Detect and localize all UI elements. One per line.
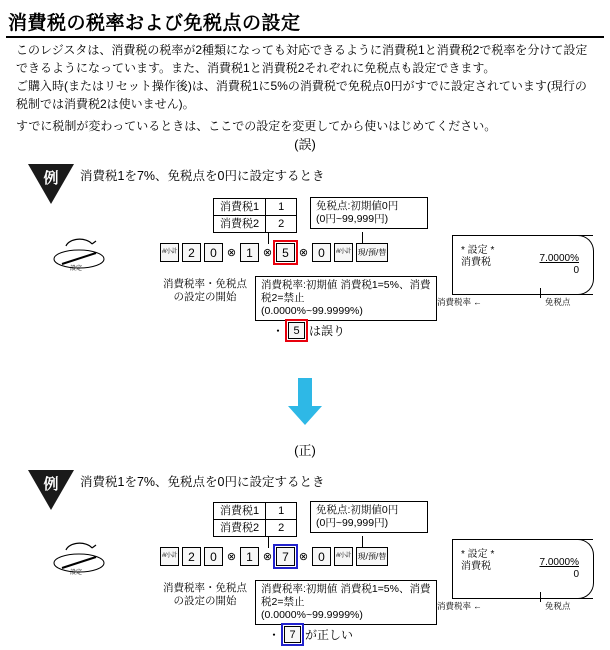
table-row: [214, 520, 297, 537]
tax-rate-callout-wrong: [255, 276, 437, 321]
note-start-correct: [145, 582, 265, 608]
receipt-sample-wrong: [452, 235, 593, 295]
intro-line: 税制では消費税2は使いません)。: [16, 97, 195, 111]
bullet-icon: ・: [268, 628, 281, 642]
table-row: [214, 216, 297, 233]
key-digit[interactable]: 1: [240, 547, 259, 566]
key-digit-highlighted[interactable]: 5: [276, 243, 295, 262]
tax-type-table-correct: [213, 502, 297, 537]
key-digit[interactable]: 0: [312, 243, 331, 262]
receipt-exemption: 0: [573, 569, 579, 580]
down-arrow-icon: [287, 378, 323, 431]
receipt-tax-rate: 7.0000%: [539, 557, 579, 568]
callout-line: 消費税率:初期値 消費税1=5%、消費税2=禁止: [261, 279, 431, 304]
multiply-icon: ⊗: [262, 551, 273, 563]
multiply-icon: ⊗: [226, 551, 237, 563]
example-marker-label: 例: [43, 170, 59, 187]
svg-text:設定: 設定: [70, 570, 83, 576]
key-cash[interactable]: 現/預/替: [356, 243, 388, 262]
note-line: の設定の開始: [173, 595, 237, 607]
page-title: 消費税の税率および免税点の設定: [8, 13, 301, 34]
key-sequence-wrong: [160, 243, 388, 262]
exemption-callout-wrong: [310, 197, 428, 229]
bullet-icon: ・: [272, 324, 285, 338]
key-digit[interactable]: 0: [204, 547, 223, 566]
intro-line: ご購入時(またはリセット操作後)は、消費税1に5%の消費税で免税点0円がすでに設定されています(現行の: [16, 79, 587, 93]
receipt-line-title: * 設定 *: [461, 245, 495, 256]
key-digit[interactable]: 0: [204, 243, 223, 262]
tax-name: 消費税1: [214, 199, 266, 216]
tax-name: 消費税1: [214, 503, 266, 520]
note-line: 消費税率・免税点: [163, 582, 247, 594]
example-marker-wrong: [28, 164, 74, 206]
mode-dial-correct: [52, 541, 106, 577]
example-marker-label: 例: [43, 476, 59, 493]
mode-dial-wrong: [52, 237, 106, 273]
tax-code: 2: [266, 520, 297, 537]
footer-text: は誤り: [309, 324, 346, 338]
callout-line: (0.0000%~99.9999%): [261, 305, 363, 317]
legend-text: 免税点: [545, 297, 571, 307]
receipt-line-title: * 設定 *: [461, 549, 495, 560]
callout-line: 消費税率:初期値 消費税1=5%、消費税2=禁止: [261, 583, 431, 608]
multiply-icon: ⊗: [298, 551, 309, 563]
key-cash[interactable]: 現/預/替: [356, 547, 388, 566]
note-start-wrong: [145, 278, 265, 304]
svg-text:設定: 設定: [70, 266, 83, 272]
intro-line: このレジスタは、消費税の税率が2種類になっても対応できるように消費税1と消費税2で税率を分けて設定: [16, 43, 588, 57]
receipt-legend-rate-wrong: 消費税率 ←: [437, 297, 482, 307]
key-digit-highlighted[interactable]: 7: [276, 547, 295, 566]
receipt-exemption: 0: [573, 265, 579, 276]
multiply-icon: ⊗: [262, 247, 273, 259]
connector-line: [540, 592, 541, 602]
key-subtotal[interactable]: #/小計: [334, 243, 353, 262]
key-digit[interactable]: 0: [312, 547, 331, 566]
receipt-line-label: 消費税: [461, 561, 491, 572]
callout-line: (0.0000%~99.9999%): [261, 609, 363, 621]
key-subtotal[interactable]: #/小計: [334, 547, 353, 566]
callout-line: 免税点:初期値0円: [316, 200, 399, 212]
receipt-edge: [578, 539, 594, 599]
section-label-wrong: (誤): [294, 137, 316, 152]
tax-name: 消費税2: [214, 520, 266, 537]
key-sequence-correct: [160, 547, 388, 566]
exemption-callout-correct: [310, 501, 428, 533]
key-subtotal[interactable]: #/小計: [160, 547, 179, 566]
key-digit-highlighted: 7: [284, 626, 301, 643]
footer-note-correct: [268, 626, 353, 643]
multiply-icon: ⊗: [226, 247, 237, 259]
example-headline-correct: 消費税1を7%、免税点を0円に設定するとき: [80, 475, 325, 489]
legend-text: 消費税率: [437, 297, 472, 307]
tax-type-table-wrong: [213, 198, 297, 233]
section-label-correct: (正): [294, 443, 316, 458]
key-digit[interactable]: 2: [182, 243, 201, 262]
receipt-legend-exemption-correct: [545, 600, 571, 612]
connector-line: [540, 288, 541, 298]
example-marker-correct: [28, 470, 74, 512]
receipt-sample-correct: [452, 539, 593, 599]
receipt-line-label: 消費税: [461, 257, 491, 268]
intro-line: すでに税制が変わっているときは、ここでの設定を変更してから使いはじめてください。: [16, 119, 497, 133]
legend-text: 免税点: [545, 601, 571, 611]
tax-code: 1: [266, 503, 297, 520]
tax-rate-callout-correct: [255, 580, 437, 625]
footer-note-wrong: [272, 322, 345, 339]
tax-code: 1: [266, 199, 297, 216]
callout-line: (0円~99,999円): [316, 213, 389, 225]
key-digit[interactable]: 2: [182, 547, 201, 566]
table-row: [214, 199, 297, 216]
legend-text: 消費税率: [437, 601, 472, 611]
note-line: の設定の開始: [173, 291, 237, 303]
key-digit-highlighted: 5: [288, 322, 305, 339]
tax-name: 消費税2: [214, 216, 266, 233]
receipt-legend-exemption-wrong: [545, 296, 571, 308]
tax-code: 2: [266, 216, 297, 233]
intro-line: できるようになっています。また、消費税1と消費税2それぞれに免税点も設定できます。: [16, 61, 496, 75]
receipt-edge: [578, 235, 594, 295]
key-digit[interactable]: 1: [240, 243, 259, 262]
footer-text: が正しい: [305, 628, 354, 642]
note-line: 消費税率・免税点: [163, 278, 247, 290]
intro-paragraph: [16, 42, 598, 136]
title-divider: [6, 36, 604, 38]
receipt-legend-rate-correct: 消費税率 ←: [437, 601, 482, 611]
callout-line: (0円~99,999円): [316, 517, 389, 529]
table-row: [214, 503, 297, 520]
key-subtotal[interactable]: #/小計: [160, 243, 179, 262]
receipt-tax-rate: 7.0000%: [539, 253, 579, 264]
example-headline-wrong: 消費税1を7%、免税点を0円に設定するとき: [80, 169, 325, 183]
multiply-icon: ⊗: [298, 247, 309, 259]
callout-line: 免税点:初期値0円: [316, 504, 399, 516]
